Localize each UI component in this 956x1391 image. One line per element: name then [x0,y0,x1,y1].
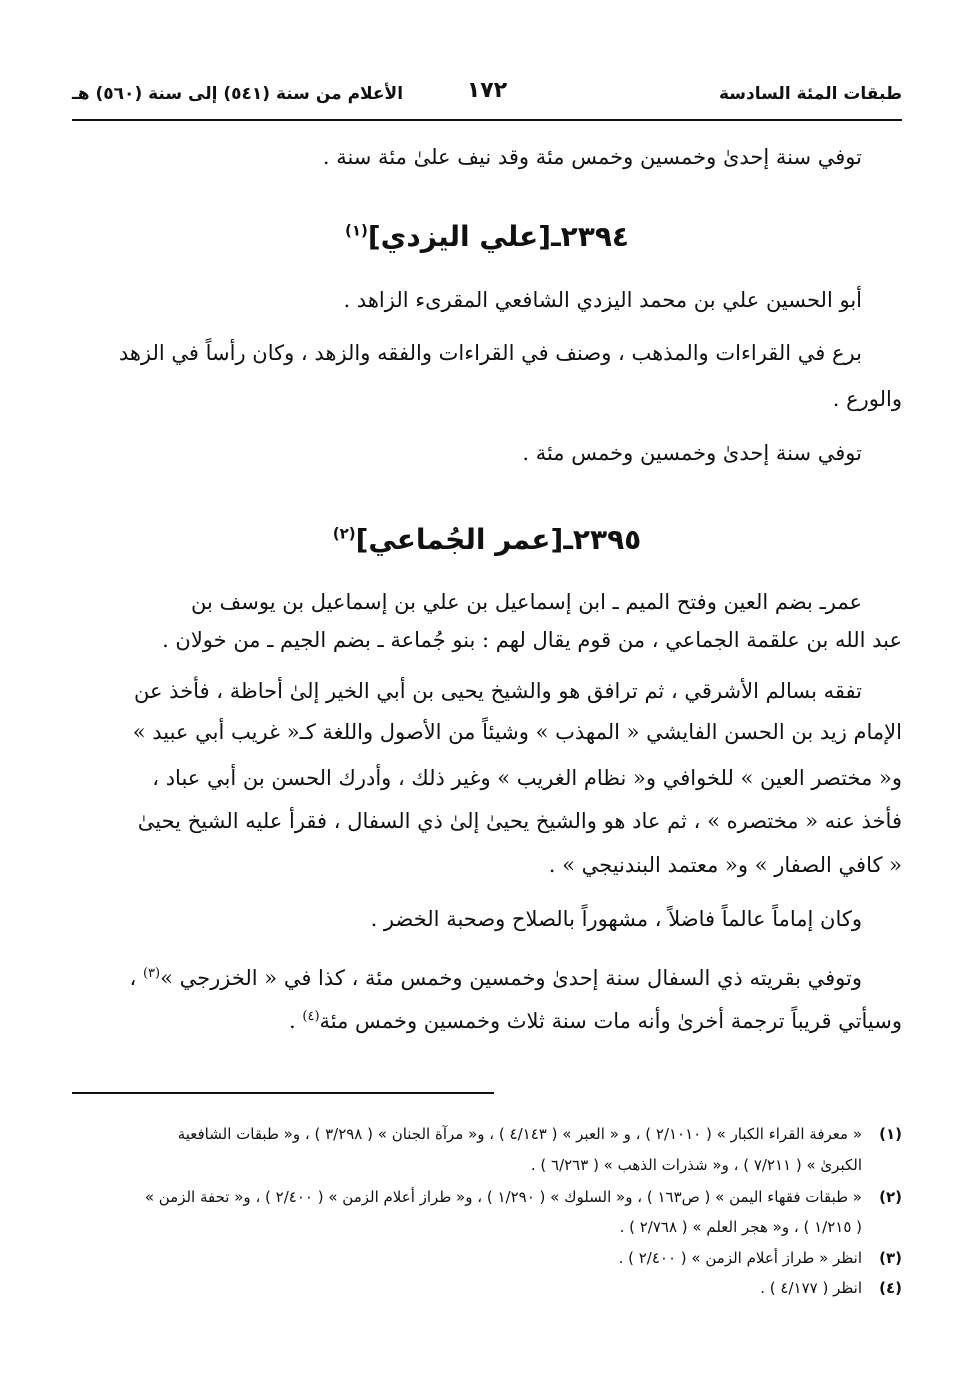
entry-line: « كافي الصفار » و« معتمد البندنيجي » . [548,853,902,877]
entry-line: عمرـ بضم العين وفتح الميم ـ ابن إسماعيل بن علي بن إسماعيل بن يوسف بن [191,590,862,614]
footnote-1-cont: الكبرىٰ » ( ٧/٢١١ ) ، و« شذرات الذهب » ( ٦/٢٦٣ ) . [530,1156,862,1174]
entry-line: برع في القراءات والمذهب ، وصنف في القراءات والفقه والزهد ، وكان رأساً في الزهد [118,341,862,365]
entry-number: ٢٣٩٥ـ [563,523,642,556]
footnote-text: انظر « طراز أعلام الزمن » ( ٢/٤٠٠ ) . [618,1249,862,1267]
entry-heading-2395 [72,523,902,556]
footnote-2-cont: ( ١/٢١٥ ) ، و« هجر العلم » ( ٢/٧٦٨ ) . [619,1218,862,1236]
footnote-ref: (٤) [302,1009,320,1024]
footnote-3 [72,1245,902,1271]
year-range: الأعلام من سنة (٥٤١) إلى سنة (٥٦٠) هـ [72,84,404,104]
footnote-ref: (٢) [332,524,356,543]
entry-line: و« مختصر العين » للخوافي و« نظام الغريب » وغير ذلك ، وأدرك الحسن بن أبي عباد ، [152,766,902,790]
footnote-2 [72,1184,902,1210]
footnote-number: (٤) [879,1279,902,1297]
entry-line [72,1000,902,1038]
footnote-text: انظر ( ٤/١٧٧ ) . [760,1279,862,1297]
entry-line: توفي سنة إحدىٰ وخمسين وخمس مئة . [522,441,862,465]
footnote-number: (١) [879,1125,902,1143]
footnote-1 [72,1121,902,1147]
section-title: طبقات المئة السادسة [719,84,902,104]
footnote-number: (٢) [879,1188,902,1206]
entry-line: وكان إماماً عالماً فاضلاً ، مشهوراً بالصلاح وصحبة الخضر . [370,907,862,931]
footnote-rule [72,1092,494,1094]
prev-entry-death: توفي سنة إحدىٰ وخمسين وخمس مئة وقد نيف علىٰ مئة سنة . [322,145,862,169]
footnote-text: « معرفة القراء الكبار » ( ٢/١٠١٠ ) ، و « العبر » ( ٤/١٤٣ ) ، و« مرآة الجنان » ( ٣/٢٩٨ ) ، و« طبقات الشافعية [177,1125,862,1143]
footnote-text: « طبقات فقهاء اليمن » ( ص١٦٣ ) ، و« السلوك » ( ١/٢٩٠ ) ، و« طراز أعلام الزمن » ( ٢/٤٠٠ ) ، و« تحفة الزمن » [144,1188,862,1206]
entry-line: فأخذ عنه « مختصره » ، ثم عاد هو والشيخ يحيىٰ إلىٰ ذي السفال ، فقرأ عليه الشيخ يحيىٰ [137,809,902,833]
line-text: ، [129,966,143,990]
entry-number: ٢٣٩٤ـ [551,220,630,253]
page-number: ١٧٢ [466,78,508,103]
book-page [72,0,902,1391]
footnote-ref: (١) [344,221,368,240]
entry-line [72,957,902,995]
line-text: وسيأتي قريباً ترجمة أخرىٰ وأنه مات سنة ثلاث وخمسين وخمس مئة [319,1009,902,1033]
running-header [72,78,902,114]
entry-line: والورع . [832,387,902,411]
entry-line: تفقه بسالم الأشرقي ، ثم ترافق هو والشيخ يحيى بن أبي الخير إلىٰ أحاظة ، فأخذ عن [133,679,862,703]
entry-name: [علي اليزدي] [367,220,552,253]
line-text: وتوفي بقريته ذي السفال سنة إحدىٰ وخمسين وخمس مئة ، كذا في « الخزرجي » [160,966,862,990]
entry-line: الإمام زيد بن الحسن الفايشي « المهذب » وشيئاً من الأصول واللغة كـ« غريب أبي عبيد » [132,720,902,744]
footnote-4 [72,1275,902,1301]
footnote-number: (٣) [879,1249,902,1267]
entry-line: أبو الحسين علي بن محمد اليزدي الشافعي المقرىء الزاهد . [343,288,862,312]
entry-name: [عمر الجُماعي] [355,523,564,556]
header-rule [72,119,902,121]
footnote-ref: (٣) [142,966,161,981]
entry-heading-2394 [72,220,902,253]
line-text: . [289,1009,303,1033]
entry-line: عبد الله بن علقمة الجماعي ، من قوم يقال لهم : بنو جُماعة ـ بضم الجيم ـ من خولان . [162,628,902,652]
